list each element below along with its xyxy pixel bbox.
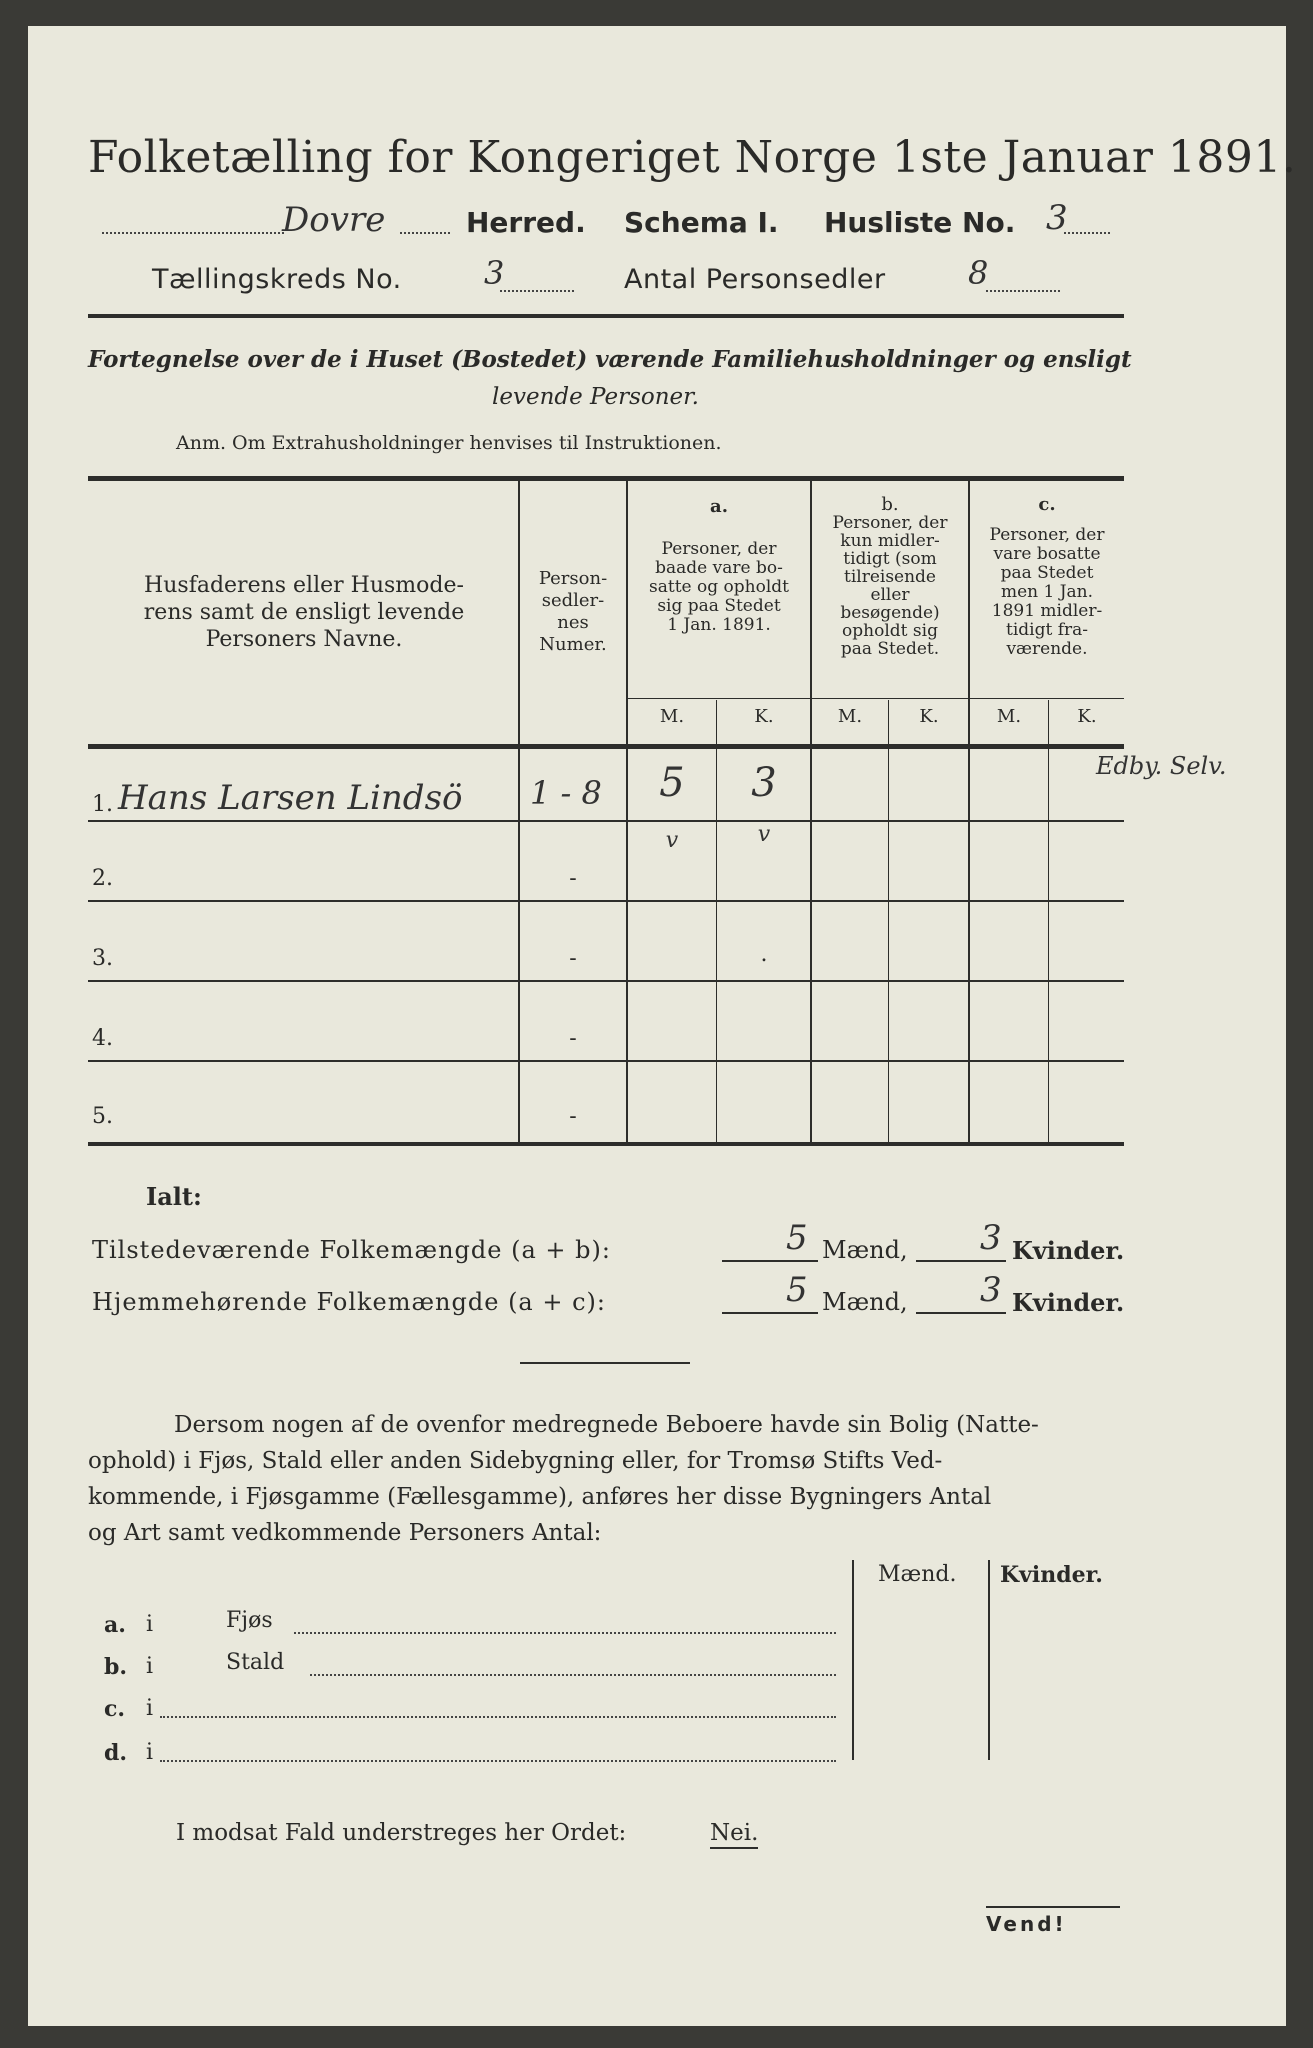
row-1-a-k: 3: [751, 760, 777, 806]
buildings-maend-header: Mænd.: [878, 1562, 957, 1587]
header-rule: [88, 314, 1124, 318]
c-k-label: K.: [1077, 706, 1097, 727]
col-names-header: Husfaderens eller Husmode- rens samt de ensligt levende Personers Navne.: [143, 573, 465, 652]
hjem-kvinder: Kvinder.: [1012, 1288, 1125, 1317]
hjem-m-line: [722, 1312, 818, 1314]
building-c-dots: [160, 1716, 836, 1718]
row-4-number: 4.: [92, 1026, 113, 1051]
col-c-letter: c.: [1038, 494, 1056, 515]
a-k-label: K.: [754, 706, 774, 727]
herred-value: Dovre: [282, 200, 386, 240]
hjem-maend: Mænd,: [822, 1288, 908, 1316]
building-a-i: i: [146, 1612, 154, 1637]
hjem-label: Hjemmehørende Folkemængde (a + c):: [92, 1288, 606, 1316]
buildings-line-1: Dersom nogen af de ovenfor medregnede Beboere havde sin Bolig (Natte-: [174, 1412, 1039, 1438]
col-divider-b-mk: [888, 700, 889, 1142]
modsat-text: I modsat Fald understreges her Ordet:: [176, 1820, 627, 1846]
kreds-value: 3: [484, 254, 505, 292]
building-a-label: Fjøs: [226, 1608, 273, 1633]
buildings-col-divider-2: [988, 1560, 990, 1760]
building-c-letter: c.: [104, 1696, 126, 1722]
anm-note: Anm. Om Extrahusholdninger henvises til Instruktionen.: [176, 432, 722, 454]
col-numer-header: Person- sedler- nes Numer.: [538, 568, 608, 655]
col-divider-a-mk: [716, 700, 717, 1142]
row-1-check-m: v: [665, 828, 679, 853]
tilst-k-value: 3: [980, 1218, 1002, 1258]
row-1-number: 1.: [92, 792, 113, 817]
row-1-name: Hans Larsen Lindsö: [118, 778, 463, 818]
table-bottom-rule: [88, 1142, 1124, 1146]
herred-dotline-2: [400, 232, 450, 234]
husliste-dotline: [1064, 232, 1110, 234]
row-3-number: 3.: [92, 946, 113, 971]
form-title: Folketælling for Kongeriget Norge 1ste Januar 1891.: [88, 132, 1297, 183]
building-d-letter: d.: [104, 1740, 128, 1766]
c-m-label: M.: [996, 706, 1022, 727]
tilst-k-line: [916, 1260, 1006, 1262]
building-d-i: i: [146, 1740, 154, 1765]
kreds-label: Tællingskreds No.: [152, 264, 402, 295]
buildings-kvinder-header: Kvinder.: [1000, 1562, 1103, 1588]
col-a-letter: a.: [710, 496, 728, 517]
building-b-i: i: [146, 1654, 154, 1679]
row-3-numer: -: [569, 946, 577, 971]
building-b-label: Stald: [226, 1650, 285, 1675]
hjem-m-value: 5: [786, 1270, 808, 1310]
row-1-note: Edby. Selv.: [1096, 752, 1227, 780]
row-rule-2: [88, 900, 1124, 902]
husliste-label: Husliste No.: [824, 206, 1016, 239]
nei-word: Nei.: [710, 1820, 758, 1849]
row-5-number: 5.: [92, 1104, 113, 1129]
vend-text: Vend!: [986, 1912, 1067, 1936]
buildings-line-4: og Art samt vedkommende Personers Antal:: [88, 1520, 602, 1546]
row-1-numer: 1 - 8: [530, 774, 602, 812]
antal-dotline: [986, 290, 1060, 292]
tilst-m-value: 5: [786, 1218, 808, 1258]
separator-short: [520, 1362, 690, 1364]
col-c-header: Personer, der vare bosatte paa Stedet men 1 Jan. 1891 midler- tidigt fra- værende.: [989, 525, 1105, 659]
husliste-value: 3: [1046, 198, 1068, 238]
row-rule-1: [88, 820, 1124, 822]
row-4-numer: -: [569, 1026, 577, 1051]
antal-value: 8: [968, 254, 989, 292]
col-divider-c-mk: [1048, 700, 1049, 1142]
building-b-dots: [310, 1674, 836, 1676]
building-b-letter: b.: [104, 1654, 128, 1680]
building-d-dots: [160, 1760, 836, 1762]
vend-rule: [986, 1906, 1120, 1908]
col-b-header: Personer, der kun midler- tidigt (som tilreisende eller besøgende) opholdt sig paa Stedet.: [832, 513, 948, 659]
building-a-letter: a.: [104, 1612, 126, 1638]
ialt-label: Ialt:: [146, 1182, 202, 1211]
row-2-numer: -: [569, 866, 577, 891]
tilst-maend: Mænd,: [822, 1236, 908, 1264]
intro-line-1: Fortegnelse over de i Huset (Bostedet) værende Familiehusholdninger og ensligt: [88, 346, 1132, 373]
col-a-header: Personer, der baade vare bo- satte og opholdt sig paa Stedet 1 Jan. 1891.: [649, 539, 789, 635]
buildings-col-divider-1: [852, 1560, 854, 1760]
row-rule-3: [88, 980, 1124, 982]
census-form-page: [28, 26, 1286, 2026]
hjem-k-line: [916, 1312, 1006, 1314]
intro-line-2: levende Personer.: [492, 384, 699, 410]
hjem-k-value: 3: [980, 1270, 1002, 1310]
b-k-label: K.: [919, 706, 939, 727]
building-a-dots: [294, 1632, 836, 1634]
herred-dotline: [102, 232, 284, 234]
kreds-dotline: [500, 290, 574, 292]
building-c-i: i: [146, 1696, 154, 1721]
row-rule-4: [88, 1060, 1124, 1062]
antal-label: Antal Personsedler: [624, 264, 886, 295]
herred-label: Herred.: [466, 206, 586, 239]
row-3-a-k: .: [760, 942, 768, 967]
row-5-numer: -: [569, 1104, 577, 1129]
row-2-number: 2.: [92, 866, 113, 891]
schema-label: Schema I.: [624, 206, 779, 239]
tilst-kvinder: Kvinder.: [1012, 1236, 1125, 1265]
buildings-line-3: kommende, i Fjøsgamme (Fællesgamme), anføres her disse Bygningers Antal: [88, 1484, 992, 1510]
a-m-label: M.: [659, 706, 685, 727]
buildings-line-2: ophold) i Fjøs, Stald eller anden Sidebygning eller, for Tromsø Stifts Ved-: [88, 1448, 943, 1474]
row-1-check-k: v: [757, 822, 771, 847]
row-1-a-m: 5: [659, 760, 685, 806]
b-m-label: M.: [837, 706, 863, 727]
tilst-m-line: [722, 1260, 818, 1262]
col-b-letter: b.: [881, 494, 899, 515]
tilst-label: Tilstedeværende Folkemængde (a + b):: [92, 1236, 611, 1264]
mk-header-rule: [628, 698, 1124, 699]
